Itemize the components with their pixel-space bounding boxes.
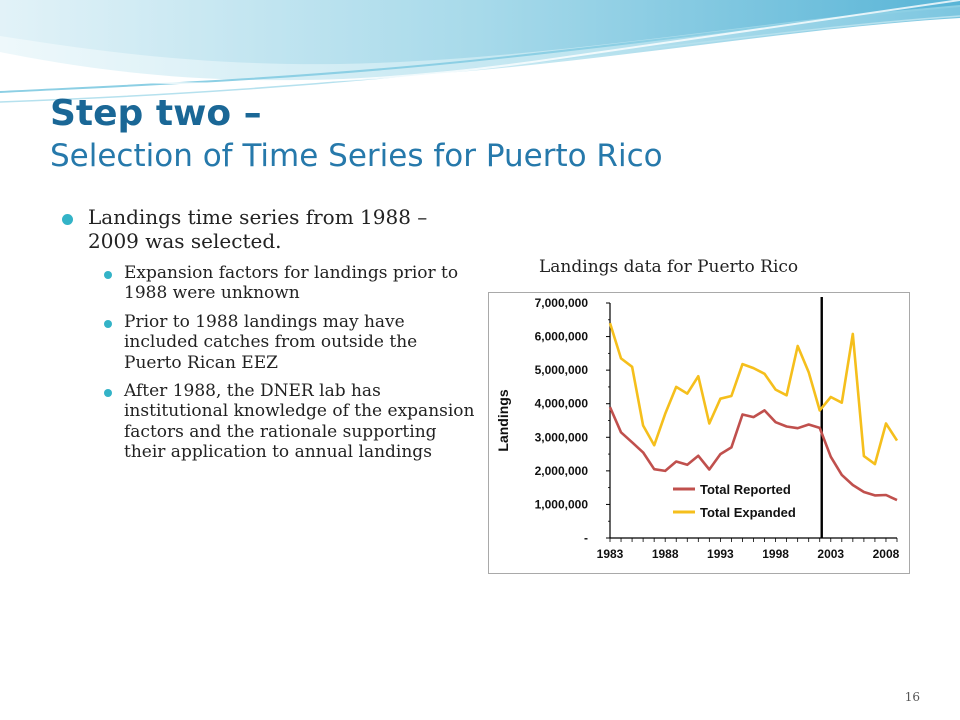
legend-label: Total Expanded	[700, 505, 796, 520]
sub-bullet-list	[100, 263, 480, 463]
x-tick-label: 1988	[651, 547, 679, 561]
y-tick-label: 4,000,000	[534, 396, 588, 411]
sub-bullet-text: Expansion factors for landings prior to 1988 were unknown	[124, 263, 459, 304]
y-tick-label: 3,000,000	[534, 430, 588, 445]
bullet-main-text: Landings time series from 1988 – 2009 was selected.	[88, 205, 428, 253]
page-number: 16	[904, 690, 920, 704]
slide-title	[50, 92, 930, 176]
sub-bullet	[100, 381, 480, 463]
bullet-list	[60, 205, 480, 471]
x-tick-label: 2008	[872, 547, 900, 561]
y-tick-label: 7,000,000	[534, 296, 588, 310]
legend-label: Total Reported	[700, 482, 791, 497]
landings-line-chart	[489, 293, 909, 573]
bullet-main	[60, 205, 480, 253]
slide-title-line1: Step two –	[50, 93, 262, 134]
x-tick-label: 1983	[596, 547, 624, 561]
sub-bullet-text: Prior to 1988 landings may have included catches from outside the Puerto Rican EEZ	[124, 311, 418, 373]
bullet-dot-icon	[104, 389, 112, 397]
slide-title-line2: Selection of Time Series for Puerto Rico	[50, 137, 663, 174]
y-tick-label: -	[584, 531, 588, 545]
bullet-dot-icon	[104, 320, 112, 328]
series-line-total-expanded	[610, 323, 897, 464]
y-tick-label: 6,000,000	[534, 329, 588, 344]
sub-bullet	[100, 263, 480, 304]
bullet-dot-icon	[104, 271, 112, 279]
x-tick-label: 1998	[762, 547, 789, 561]
chart-frame	[488, 292, 910, 574]
chart-caption: Landings data for Puerto Rico	[539, 257, 799, 277]
y-axis-label: Landings	[495, 389, 511, 452]
y-tick-label: 5,000,000	[534, 363, 588, 378]
sub-bullet-text: After 1988, the DNER lab has institutional knowledge of the expansion factors and the rationale supporting their application to annual landings	[124, 380, 475, 463]
x-tick-label: 1993	[707, 547, 734, 561]
y-tick-label: 2,000,000	[534, 463, 588, 478]
x-tick-label: 2003	[817, 547, 845, 561]
y-tick-label: 1,000,000	[534, 497, 588, 512]
sub-bullet	[100, 312, 480, 373]
bullet-dot-icon	[62, 214, 73, 225]
